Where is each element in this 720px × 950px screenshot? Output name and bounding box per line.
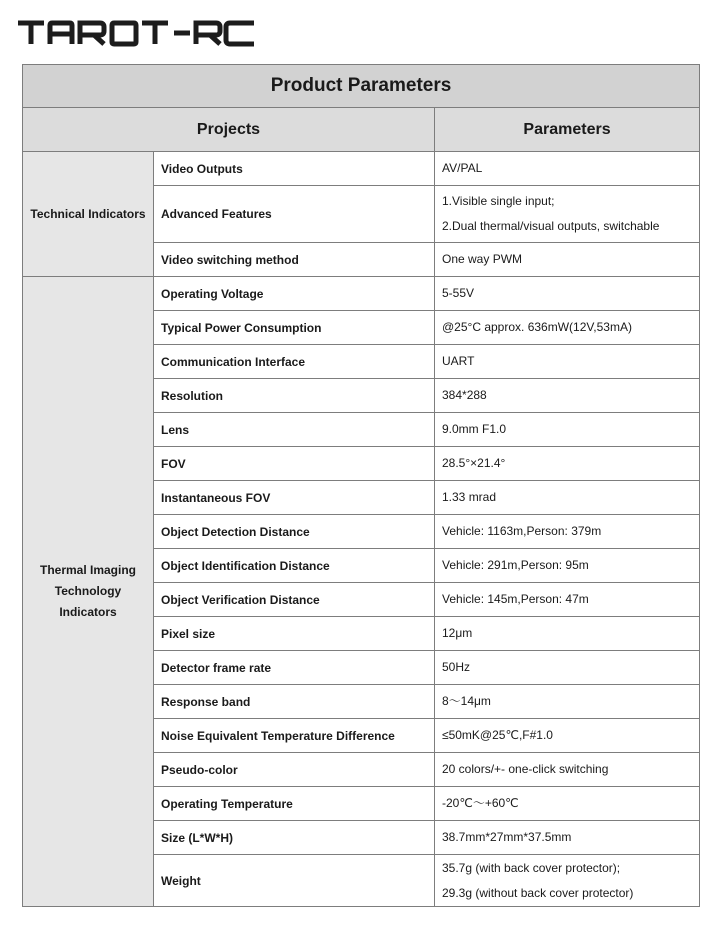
parameter-name: Detector frame rate [154, 651, 435, 685]
table-title: Product Parameters [23, 65, 700, 108]
parameter-value [435, 753, 700, 787]
parameter-value-line: 8～14μm [442, 694, 491, 708]
parameter-value [435, 821, 700, 855]
parameter-value-line: 2.Dual thermal/visual outputs, switchable [442, 219, 660, 233]
parameter-name: Object Detection Distance [154, 515, 435, 549]
parameter-name: Communication Interface [154, 345, 435, 379]
parameter-value-line: Vehicle: 291m,Person: 95m [442, 558, 589, 572]
parameter-value [435, 685, 700, 719]
parameter-value-line: 29.3g (without back cover protector) [442, 885, 634, 900]
parameter-value [435, 719, 700, 753]
parameter-name: Advanced Features [154, 186, 435, 243]
parameter-value [435, 379, 700, 413]
table-row [23, 152, 700, 186]
parameter-value-line: 1.33 mrad [442, 490, 497, 504]
parameter-value [435, 152, 700, 186]
parameter-value-line: One way PWM [442, 252, 523, 266]
parameter-name: Lens [154, 413, 435, 447]
parameter-value-line: UART [442, 354, 475, 368]
table-row [23, 277, 700, 311]
parameter-value [435, 481, 700, 515]
parameter-name: Resolution [154, 379, 435, 413]
parameter-value [435, 617, 700, 651]
product-parameters-table [22, 64, 700, 907]
parameter-value [435, 855, 700, 907]
parameter-name: FOV [154, 447, 435, 481]
parameter-name: Instantaneous FOV [154, 481, 435, 515]
parameter-value-line: 1.Visible single input; [442, 194, 555, 208]
group-label: Thermal Imaging Technology Indicators [23, 277, 154, 907]
parameter-name: Noise Equivalent Temperature Difference [154, 719, 435, 753]
parameter-value-line: 384*288 [442, 388, 487, 402]
parameter-value [435, 549, 700, 583]
parameter-value [435, 787, 700, 821]
parameter-name: Object Identification Distance [154, 549, 435, 583]
parameter-value-line: 35.7g (with back cover protector); [442, 860, 621, 875]
parameter-value-line: Vehicle: 145m,Person: 47m [442, 592, 589, 606]
parameter-value-line: -20℃～+60℃ [442, 796, 519, 810]
tarot-rc-logo-image [14, 14, 264, 48]
parameter-name: Weight [154, 855, 435, 907]
column-header-parameters: Parameters [435, 108, 700, 152]
parameter-name: Response band [154, 685, 435, 719]
parameter-value [435, 447, 700, 481]
parameter-name: Object Verification Distance [154, 583, 435, 617]
parameter-value [435, 345, 700, 379]
parameter-name: Video Outputs [154, 152, 435, 186]
parameter-value-line: @25°C approx. 636mW(12V,53mA) [442, 320, 632, 334]
column-header-projects: Projects [23, 108, 435, 152]
parameter-value-line: Vehicle: 1163m,Person: 379m [442, 524, 602, 538]
parameter-value-line: 12μm [442, 626, 473, 640]
parameter-value [435, 651, 700, 685]
parameter-name: Operating Voltage [154, 277, 435, 311]
parameter-name: Pixel size [154, 617, 435, 651]
parameter-value [435, 413, 700, 447]
parameter-value-line: AV/PAL [442, 161, 483, 175]
parameter-value [435, 277, 700, 311]
parameter-name: Operating Temperature [154, 787, 435, 821]
parameter-value [435, 186, 700, 243]
parameter-value [435, 311, 700, 345]
parameter-value-line: 20 colors/+- one-click switching [442, 762, 609, 776]
parameter-name: Pseudo-color [154, 753, 435, 787]
parameter-value-line: 28.5°×21.4° [442, 456, 506, 470]
parameter-name: Video switching method [154, 243, 435, 277]
brand-logo [14, 14, 264, 48]
parameter-value [435, 243, 700, 277]
parameter-value-line: 9.0mm F1.0 [442, 422, 507, 436]
parameter-value [435, 583, 700, 617]
parameter-value-line: ≤50mK@25℃,F#1.0 [442, 728, 553, 742]
parameter-name: Typical Power Consumption [154, 311, 435, 345]
parameter-value [435, 515, 700, 549]
parameter-value-line: 5-55V [442, 286, 475, 300]
parameter-value-line: 50Hz [442, 660, 471, 674]
group-label: Technical Indicators [23, 152, 154, 277]
parameter-name: Size (L*W*H) [154, 821, 435, 855]
parameter-value-line: 38.7mm*27mm*37.5mm [442, 830, 572, 844]
